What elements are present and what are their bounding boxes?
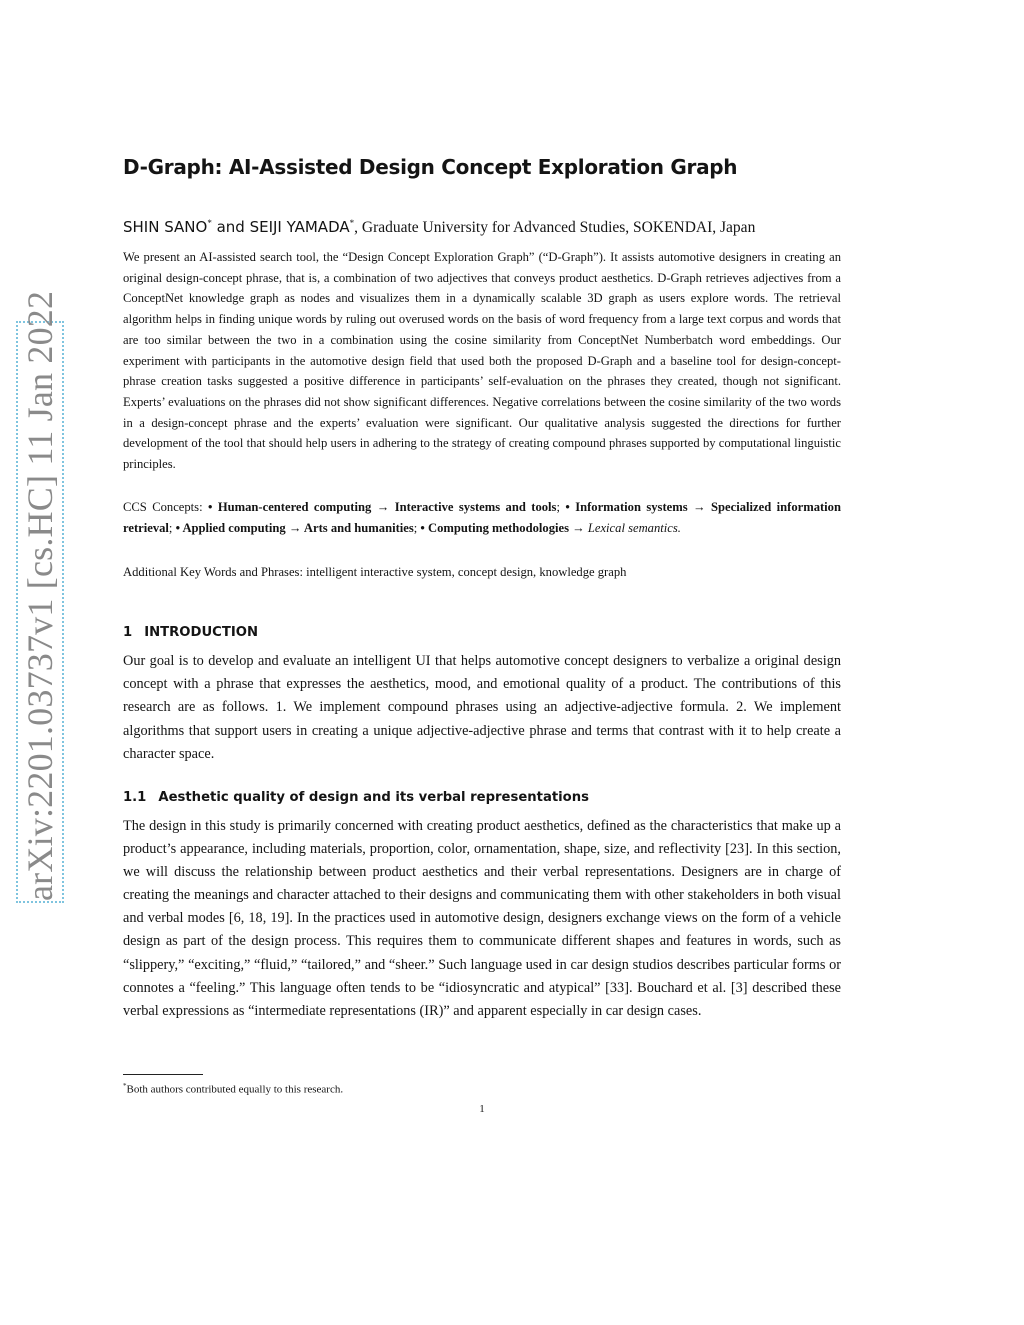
- section-heading-introduction: [123, 623, 841, 643]
- subsection-heading-aesthetic-quality: [123, 788, 841, 808]
- author-affiliation: , Graduate University for Advanced Studies, SOKENDAI, Japan: [354, 219, 756, 237]
- subsection-title: Aesthetic quality of design and its verbal representations: [158, 790, 589, 805]
- ccs-item-4: • Computing methodologies → Lexical semantics.: [420, 521, 681, 535]
- abstract: We present an AI-assisted search tool, the “Design Concept Exploration Graph” (“D-Graph”). It assists automotive designers in creating an original design-concept phrase, that is, a combination of two adjectives that conveys product aesthetics. D-Graph retrieves adjectives from a ConceptNet knowledge graph as nodes and visualizes them in a dynamically scalable 3D graph as users explore words. The retrieval algorithm helps in finding unique words by ruling out overused words on the basis of word frequency from a large text corpus and words that are too similar between the two in a combination using the cosine similarity from ConceptNet Numberbatch word embeddings. Our experiment with participants in the automotive design field that used both the proposed D-Graph and a baseline tool for design-concept-phrase creation tasks suggested a positive difference in participants’ self-evaluation on the phrases they created, though not significant. Experts’ evaluations on the phrases did not show significant differences. Negative correlations between the cosine similarity of the two words in a design-concept phrase and the experts’ evaluation were significant. Our qualitative analysis suggested the directions for further development of the tool that should help users in adhering to the strategy of creating compound phrases supported by computational linguistic principles.: [123, 250, 841, 472]
- author-name-1: SHIN SANO: [123, 218, 208, 237]
- introduction-paragraph: Our goal is to develop and evaluate an intelligent UI that helps automotive concept designers to verbalize a original design concept with a phrase that expresses the aesthetics, mood, and emotional quality of a product. The contributions of this research are as follows. 1. We implement compound phrases using an adjective-adjective formula. 2. We implement algorithms that support users in creating a unique adjective-adjective phrase and terms that contrast with it to help create a character space.: [123, 653, 841, 762]
- page-number: 1: [479, 1103, 485, 1115]
- ccs-concepts: CCS Concepts: • Human-centered computing → Interactive systems and tools; • Information systems → Specialized information retrieval; • Applied computing → Arts and humanities; • Computing methodologies → Lexical semantics.: [123, 500, 841, 535]
- paper-title: D-Graph: AI-Assisted Design Concept Exploration Graph: [123, 155, 738, 179]
- footnote: [123, 1078, 841, 1098]
- arxiv-identifier-stamp: arXiv:2201.03737v1 [cs.HC] 11 Jan 2022: [16, 321, 64, 903]
- section-number: 1: [123, 625, 133, 640]
- ccs-item-3: • Applied computing → Arts and humanities: [175, 521, 414, 535]
- author-line: [123, 211, 841, 240]
- subsection-number: 1.1: [123, 790, 147, 805]
- footnote-text: Both authors contributed equally to this research.: [126, 1083, 344, 1096]
- footnote-mark: *: [123, 1082, 127, 1090]
- aesthetic-quality-paragraph: The design in this study is primarily concerned with creating product aesthetics, defined as the characteristics that make up a product’s appearance, including materials, proportion, color, ornamentation, shape, size, and reflectivity [23]. In this section, we will discuss the relationship between product aesthetics and their verbal representations. Designers are in charge of creating the meanings and character attached to their designs and communicating them with other stakeholders in both visual and verbal modes [6, 18, 19]. In the practices used in automotive design, designers exchange views on the form of a vehicle design as part of the design process. This requires them to communicate different shapes and features in words, such as “slippery,” “exciting,” “fluid,” “tailored,” and “sheer.” Such language used in car design studios describes particular forms or connotes a “feeling.” This language often tends to be “idiosyncratic and atypical” [33]. Bouchard et al. [3] described these verbal expressions as “intermediate representations (IR)” and apparent especially in car design cases.: [123, 818, 841, 1019]
- ccs-label: CCS Concepts:: [123, 500, 208, 514]
- author-mark-2: *: [349, 218, 355, 228]
- additional-keywords: Additional Key Words and Phrases: intelligent interactive system, concept design, knowledge graph: [123, 565, 627, 579]
- footnote-divider: [123, 1074, 203, 1075]
- ccs-item-2: • Information systems → Specialized information retrieval: [123, 500, 841, 535]
- ccs-item-1: • Human-centered computing → Interactive systems and tools: [207, 500, 557, 514]
- section-title: INTRODUCTION: [144, 625, 258, 640]
- author-name-2: and SEIJI YAMADA: [211, 218, 350, 237]
- author-mark-1: *: [207, 218, 212, 228]
